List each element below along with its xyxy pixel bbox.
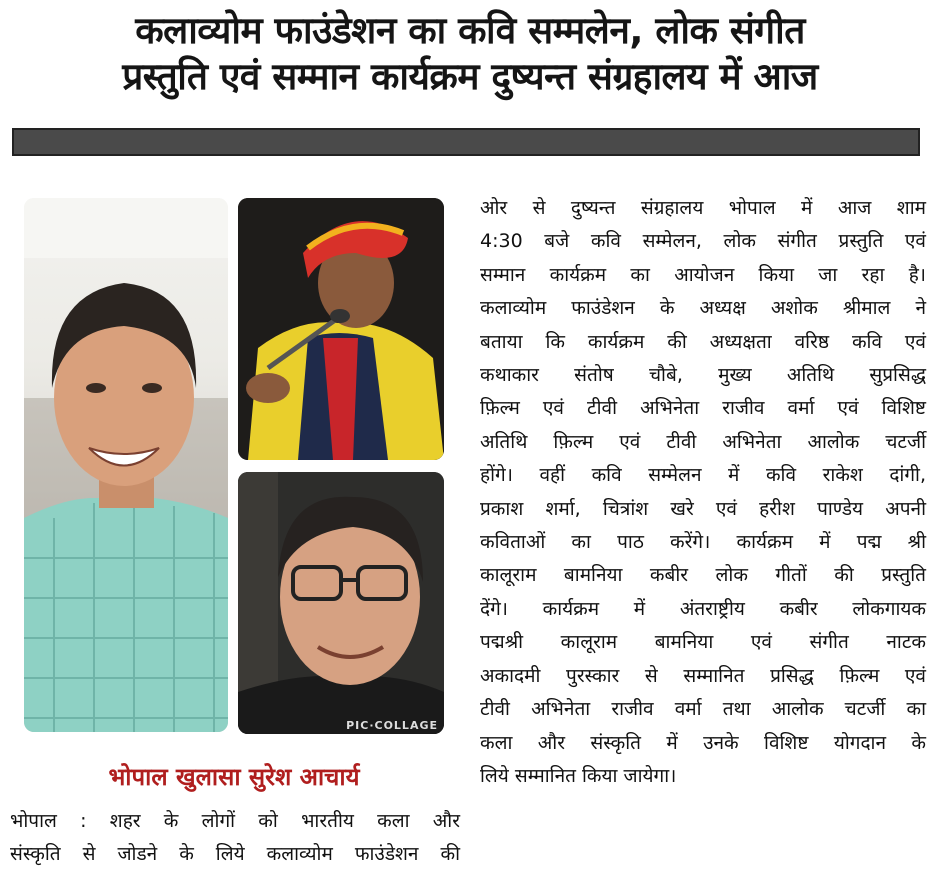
headline — [10, 8, 930, 100]
headline-line-2: प्रस्तुति एवं सम्मान कार्यक्रम दुष्यन्त संग्रहालय में आज — [122, 55, 818, 98]
body-line: लिये सम्मानित किया जायेगा। — [480, 764, 677, 787]
body-line: कला और संस्कृति में उनके विशिष्ट योगदान के — [480, 731, 926, 754]
body-line: कालूराम बामनिया कबीर लोक गीतों की प्रस्तुति — [480, 564, 926, 587]
body-line: कथाकार संतोष चौबे, मुख्य अतिथि सुप्रसिद्ध — [480, 364, 926, 387]
article-body — [480, 192, 926, 793]
intro-line: भोपाल : शहर के लोगों को भारतीय कला और — [10, 810, 460, 832]
body-line: बताया कि कार्यक्रम की अध्यक्षता वरिष्ठ कवि एवं — [480, 330, 926, 353]
headline-line-1: कलाव्योम फाउंडेशन का कवि सम्मलेन, लोक संगीत — [135, 9, 805, 52]
byline: भोपाल खुलासा सुरेश आचार्य — [108, 763, 360, 791]
body-line: होंगे। वहीं कवि सम्मेलन में कवि राकेश दांगी, — [480, 464, 926, 487]
photo-man-green-shirt — [24, 198, 228, 732]
photo-singer-red-turban — [238, 198, 444, 460]
intro-line: संस्कृति से जोडने के लिये कलाव्योम फाउंडेशन की — [10, 843, 460, 865]
body-line: फ़िल्म एवं टीवी अभिनेता राजीव वर्मा एवं विशिष्ट — [480, 397, 926, 420]
photo-man-glasses — [238, 472, 444, 734]
photo-watermark: PIC·COLLAGE — [346, 719, 438, 732]
body-line: देंगे। कार्यक्रम में अंतराष्ट्रीय कबीर लोकगायक — [480, 597, 926, 620]
body-line: ओर से दुष्यन्त संग्रहालय भोपाल में आज शाम — [480, 197, 926, 219]
body-line: पद्मश्री कालूराम बामनिया एवं संगीत नाटक — [480, 631, 926, 654]
headline-divider-bar — [12, 128, 920, 156]
body-line: प्रकाश शर्मा, चित्रांश खरे एवं हरीश पाण्डेय अपनी — [480, 497, 926, 520]
intro-paragraph — [10, 805, 460, 871]
body-line: टीवी अभिनेता राजीव वर्मा तथा आलोक चटर्जी का — [480, 698, 926, 721]
body-line: 4:30 बजे कवि सम्मेलन, लोक संगीत प्रस्तुति एवं — [480, 230, 926, 253]
body-line: कविताओं का पाठ करेंगे। कार्यक्रम में पद्म श्री — [480, 531, 926, 554]
body-line: अतिथि फ़िल्म एवं टीवी अभिनेता आलोक चटर्जी — [480, 430, 926, 453]
body-line: सम्मान कार्यक्रम का आयोजन किया जा रहा है। — [480, 263, 926, 286]
body-line: अकादमी पुरस्कार से सम्मानित प्रसिद्ध फ़िल्म एवं — [480, 664, 926, 687]
body-line: कलाव्योम फाउंडेशन के अध्यक्ष अशोक श्रीमाल ने — [480, 297, 926, 320]
